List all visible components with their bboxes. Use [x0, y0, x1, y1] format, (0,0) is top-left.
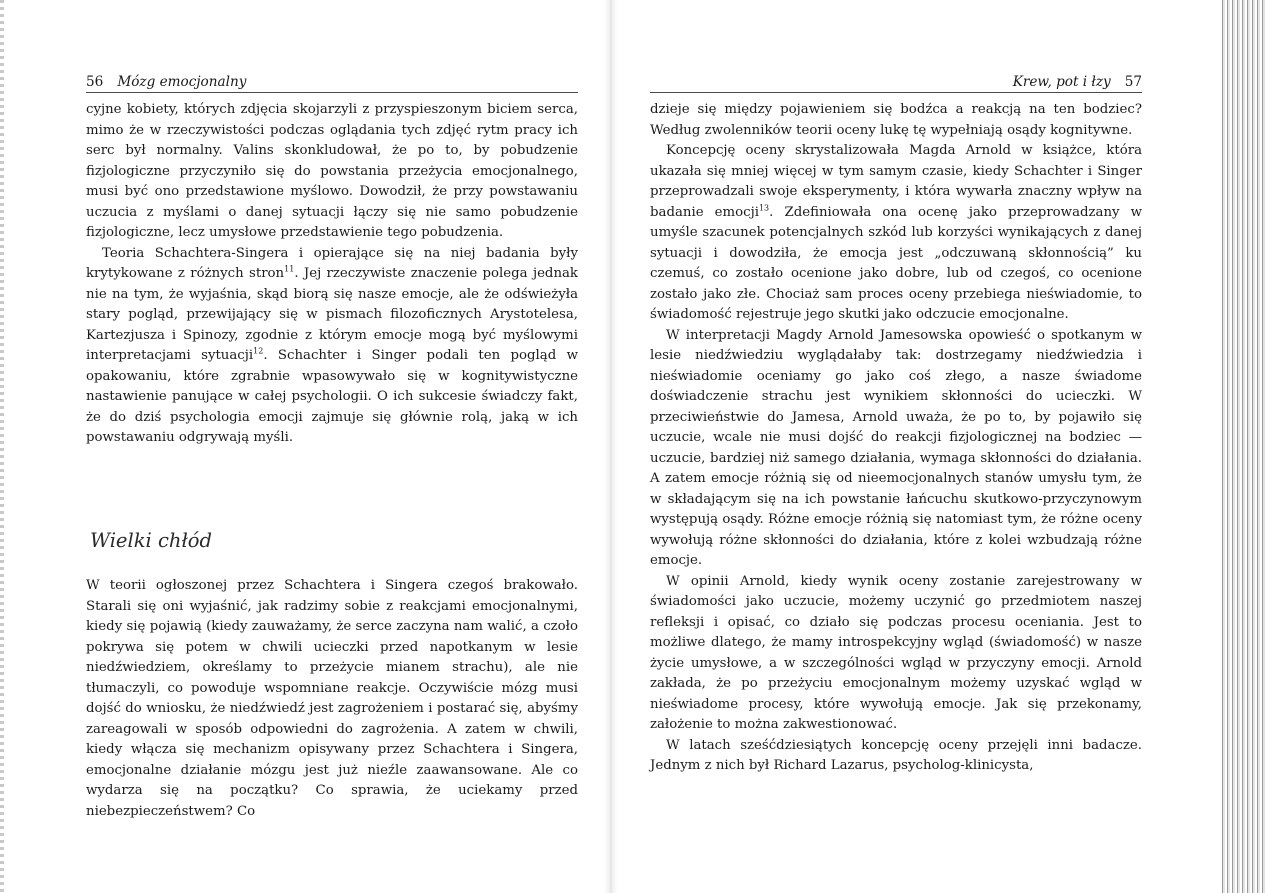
paragraph	[86, 100, 578, 244]
section-heading: Wielki chłód	[90, 529, 212, 552]
scan-edge-left	[0, 0, 4, 893]
scan-edge-right	[1222, 0, 1266, 893]
footnote-ref: 11	[284, 264, 295, 274]
paragraph: W teorii ogłoszonej przez Schachtera i Singera czegoś brakowało. Starali się oni wyjaśnić, jak radzimy sobie z reakcjami emocjonalnymi, kiedy się pojawią (kiedy zauważamy, że serce zaczyna nam walić, a czoło pokrywa się potem w chwili ucieczki przed napotkanym w lesie niedźwiedziem, określamy to przeżycie mianem strachu), ale nie tłumaczyli, co powoduje wspomniane reakcje. Oczywiście mózg musi dojść do wniosku, że niedźwiedź jest zagrożeniem i postarać się, abyśmy zareagowali w sposób odpowiedni do zagrożenia. A zatem w chwili, kiedy włącza się mechanizm opisywany przez Schachtera i Singera, emocjonalne działanie mózgu jest już nieźle zaawansowane. Ale co wydarza się na początku? Co sprawia, że uciekamy przed niebezpieczeństwem? Co	[86, 578, 578, 819]
paragraph-text: . Schachter i Singer podali ten pogląd w opakowaniu, które zgrabnie wpasowywało się w kognitywistyczne nastawienie panujące w całej psychologii. O ich sukcesie świadczy fakt, że do dziś psychologia emocji zajmuje się głównie rolą, jaką w ich powstawaniu odgrywają myśli.	[86, 348, 578, 445]
left-running-head	[86, 72, 578, 93]
footnote-ref: 13	[758, 203, 770, 213]
book-gutter	[604, 0, 618, 893]
page-number: 57	[1124, 74, 1142, 90]
running-title: Krew, pot i łzy	[1012, 74, 1111, 90]
page-number: 56	[86, 74, 104, 90]
footnote-ref: 12	[253, 346, 264, 356]
left-body-bottom	[86, 576, 578, 822]
right-body	[650, 100, 1142, 777]
paragraph-text: . Jej rzeczywiste znaczenie polega jednak nie na tym, że wyjaśnia, skąd biorą się nasze emocje, ale że odświeżyła stary pogląd, przewijający się w pismach filozoficznych Arystotelesa, Kartezjusza i Spinozy, zgodnie z którym emocje mogą być myślowymi interpretacjami sytuacji	[86, 266, 578, 363]
right-page	[650, 0, 1142, 893]
paragraph-text: Koncepcję oceny skrystalizowała Magda Arnold w książce, która ukazała się mniej więcej w tym samym czasie, kiedy Schachter i Singer przeprowadzali swoje eksperymenty, i która wywarła znaczny wpływ na badanie emocji	[650, 143, 1142, 220]
paragraph: W interpretacji Magdy Arnold Jamesowska opowieść o spotkanym w lesie niedźwiedziu wyglądałaby tak: dostrzegamy niedźwiedzia i nieświadomie oceniamy go jako coś złego, a nasze świadome doświadczenie strachu jest wynikiem skłonności do ucieczki. W przeciwieństwie do Jamesa, Arnold uważa, że po to, by pojawiło się uczucie, wcale nie musi dojść do reakcji fizjologicznej na bodziec — uczucie, bardziej niż samego działania, wymaga skłonności do działania. A zatem emocje różnią się od nieemocjonalnych stanów umysłu tym, że w składającym się na ich powstanie łańcuchu skutkowo-przyczynowym występują osądy. Różne emocje różnią się natomiast tym, że różne oceny wywołują różne skłonności do działania, które z kolei wzbudzają różne emocje.	[650, 327, 1142, 568]
running-title: Mózg emocjonalny	[117, 74, 247, 90]
paragraph-text: cyjne kobiety, których zdjęcia skojarzyli z przyspieszonym biciem serca, mimo że w rzeczywistości podczas oglądania tych zdjęć rytm pracy ich serc był normalny. Valins skonkludował, że po to, by pobudzenie fizjologiczne przyczyniło się do powstania przeżycia emocjonalnego, musi być ono przedstawione myślowo. Dowodził, że przy powstawaniu uczucia z myślami o danej sytuacji łączy się nie samo pobudzenie fizjologiczne, lecz umysłowe przedstawienie tego pobudzenia.	[86, 102, 578, 240]
left-body-top	[86, 100, 578, 449]
paragraph	[650, 141, 1142, 326]
paragraph: W opinii Arnold, kiedy wynik oceny zostanie zarejestrowany w świadomości jako uczucie, możemy uczynić go przedmiotem naszej refleksji i opisać, co działo się podczas procesu oceniania. Jest to możliwe dlatego, że mamy introspekcyjny wgląd (świadomość) w nasze życie umysłowe, a w szczególności wgląd w przyczyny emocji. Arnold zakłada, że po przeżyciu emocjonalnym możemy uzyskać wgląd w nieświadome procesy, które wywołują emocje. Jak się przekonamy, założenie to można zakwestionować.	[650, 573, 1142, 732]
paragraph: W latach sześćdziesiątych koncepcję oceny przejęli inni badacze. Jednym z nich był Richard Lazarus, psycholog-klinicysta,	[650, 737, 1142, 773]
left-page	[86, 0, 578, 893]
right-running-head	[650, 72, 1142, 93]
paragraph	[86, 244, 578, 449]
paragraph: dzieje się między pojawieniem się bodźca a reakcją na ten bodziec? Według zwolenników teorii oceny lukę tę wypełniają osądy kognitywne.	[650, 102, 1142, 138]
paragraph-text: . Zdefiniowała ona ocenę jako przeprowadzany w umyśle szacunek potencjalnych szkód lub korzyści wynikających z danej sytuacji i dowodziła, że emocja jest „odczuwaną skłonnością” ku czemuś, co zostało ocenione jako dobre, lub od czegoś, co ocenione zostało jako złe. Chociaż sam proces oceny przebiega nieświadomie, to świadomość rejestruje jego skutki jako odczucie emocjonalne.	[650, 204, 1142, 322]
paragraph-text: Teoria Schachtera-Singera i opierające się na niej badania były krytykowane z różnych stron	[86, 245, 578, 281]
